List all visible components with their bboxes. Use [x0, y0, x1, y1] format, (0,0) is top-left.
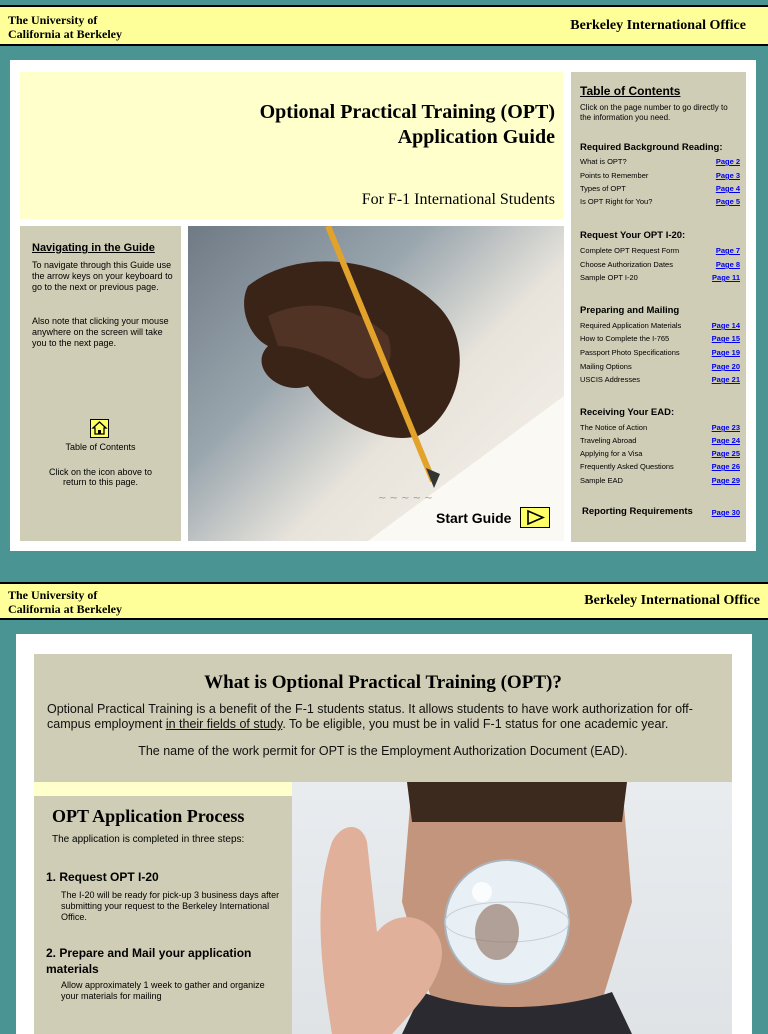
- university-name: [8, 13, 122, 41]
- start-guide-button[interactable]: [520, 507, 550, 528]
- toc-item[interactable]: [580, 321, 740, 333]
- toc-item-label: Sample OPT I-20: [580, 273, 638, 282]
- toc-page-link[interactable]: Page 20: [711, 362, 740, 371]
- toc-page-link[interactable]: Page 29: [711, 476, 740, 485]
- slide-2-title: What is Optional Practical Training (OPT)?: [204, 672, 562, 693]
- toc-section-title: Request Your OPT I-20:: [580, 230, 686, 241]
- toc-page-link[interactable]: Page 30: [711, 508, 740, 517]
- toc-item[interactable]: [580, 197, 740, 209]
- toc-item[interactable]: [580, 334, 740, 346]
- toc-item-reporting[interactable]: [582, 506, 740, 518]
- toc-item[interactable]: [580, 184, 740, 196]
- svg-text:~ ~ ~ ~ ~: ~ ~ ~ ~ ~: [378, 493, 433, 504]
- toc-page-link[interactable]: Page 21: [711, 375, 740, 384]
- globe-man-illustration: [292, 782, 732, 1034]
- header-bar-1: [0, 5, 768, 46]
- writing-hand-illustration: [188, 226, 564, 541]
- toc-page-link[interactable]: Page 25: [711, 449, 740, 458]
- toc-page-link[interactable]: Page 8: [715, 260, 740, 269]
- toc-item-label: Is OPT Right for You?: [580, 197, 653, 206]
- toc-link-label: Table of Contents: [65, 442, 136, 452]
- play-arrow-icon: [521, 508, 549, 527]
- toc-page-link[interactable]: Page 19: [711, 348, 740, 357]
- home-icon-glyph: [91, 420, 108, 437]
- ead-note: The name of the work permit for OPT is the Employment Authorization Document (EAD).: [138, 744, 628, 758]
- toc-item[interactable]: [580, 476, 740, 488]
- toc-page-link[interactable]: Page 15: [711, 334, 740, 343]
- start-guide-label: Start Guide: [436, 510, 512, 526]
- step-2-title: 2. Prepare and Mail your application materials: [46, 946, 252, 976]
- toc-item[interactable]: [580, 462, 740, 474]
- slide-2[interactable]: [16, 634, 752, 1034]
- toc-item[interactable]: [580, 362, 740, 374]
- office-name: Berkeley International Office: [584, 593, 760, 608]
- toc-page-link[interactable]: Page 5: [715, 197, 740, 206]
- toc-item[interactable]: [580, 171, 740, 183]
- process-intro: The application is completed in three steps:: [52, 834, 245, 845]
- guide-title-line1: Optional Practical Training (OPT): [259, 101, 555, 123]
- guide-subtitle: For F-1 International Students: [361, 191, 555, 208]
- nav-text-1: To navigate through this Guide use the arrow keys on your keyboard to go to the next or previous page.: [32, 260, 173, 292]
- toc-page-link[interactable]: Page 2: [715, 157, 740, 166]
- toc-page-link[interactable]: Page 14: [711, 321, 740, 330]
- university-line2: California at Berkeley: [8, 27, 122, 41]
- nav-text-2: Also note that clicking your mouse anywhere on the screen will take you to the next page.: [32, 316, 169, 348]
- guide-title: [260, 100, 555, 150]
- opt-intro-panel: [34, 654, 732, 782]
- toc-item-label: USCIS Addresses: [580, 375, 641, 384]
- toc-item-label: Sample EAD: [580, 476, 623, 485]
- toc-item-label: Passport Photo Specifications: [580, 348, 680, 357]
- toc-item[interactable]: [580, 157, 740, 169]
- header-bar-2: [0, 582, 768, 620]
- university-line1: The University of: [8, 13, 98, 27]
- process-panel: [34, 782, 292, 1034]
- toc-item[interactable]: [580, 449, 740, 461]
- toc-page-link[interactable]: Page 26: [711, 462, 740, 471]
- toc-item[interactable]: [580, 348, 740, 360]
- toc-item-label: Required Application Materials: [580, 321, 682, 330]
- writing-hand-photo: [188, 226, 564, 541]
- title-panel: [20, 72, 563, 219]
- opt-definition: [47, 702, 723, 732]
- toc-item-label: Points to Remember: [580, 171, 649, 180]
- toc-item-label: Reporting Requirements: [582, 506, 693, 517]
- toc-page-link[interactable]: Page 4: [715, 184, 740, 193]
- opt-definition-text: Optional Practical Training is a benefit of the F-1 students status. It allows students to have work authorization for off-campus employment: [47, 702, 693, 731]
- toc-item[interactable]: [580, 436, 740, 448]
- toc-item-label: Applying for a Visa: [580, 449, 643, 458]
- step-2-text: Allow approximately 1 week to gather and organize your materials for mailing: [61, 980, 265, 1001]
- fields-of-study-text: in their fields of study: [165, 717, 283, 731]
- nav-heading: Navigating in the Guide: [32, 242, 155, 254]
- slide-1[interactable]: [10, 60, 756, 551]
- toc-intro: Click on the page number to go directly to the information you need.: [580, 103, 728, 122]
- process-accent-bar: [34, 782, 292, 796]
- toc-item[interactable]: [580, 375, 740, 387]
- toc-item-label: How to Complete the I-765: [580, 334, 670, 343]
- toc-item-label: Complete OPT Request Form: [580, 246, 680, 255]
- university-line1: The University of: [8, 588, 98, 602]
- toc-item-label: The Notice of Action: [580, 423, 648, 432]
- toc-link-note: Click on the icon above to return to this page.: [48, 467, 153, 487]
- toc-item[interactable]: [580, 423, 740, 435]
- toc-panel: [571, 72, 746, 542]
- office-name: Berkeley International Office: [570, 18, 746, 33]
- step-1-text: The I-20 will be ready for pick-up 3 business days after submitting your request to the Berkeley International Office.: [61, 890, 280, 922]
- toc-item-label: Traveling Abroad: [580, 436, 637, 445]
- toc-heading: Table of Contents: [580, 84, 681, 98]
- step-1-title: 1. Request OPT I-20: [46, 870, 159, 884]
- toc-section-title: Receiving Your EAD:: [580, 407, 675, 418]
- university-line2: California at Berkeley: [8, 602, 122, 616]
- toc-section-title: Preparing and Mailing: [580, 305, 680, 316]
- toc-item[interactable]: [580, 246, 740, 258]
- toc-page-link[interactable]: Page 23: [711, 423, 740, 432]
- toc-section-title: Required Background Reading:: [580, 142, 723, 153]
- toc-item-label: What is OPT?: [580, 157, 627, 166]
- guide-title-line2: Application Guide: [397, 126, 555, 148]
- home-icon[interactable]: [90, 419, 109, 438]
- toc-page-link[interactable]: Page 24: [711, 436, 740, 445]
- toc-item-label: Frequently Asked Questions: [580, 462, 674, 471]
- toc-item-label: Choose Authorization Dates: [580, 260, 673, 269]
- process-heading: OPT Application Process: [52, 806, 245, 826]
- toc-item-label: Types of OPT: [580, 184, 626, 193]
- university-name: [8, 588, 122, 616]
- globe-man-photo: [292, 782, 732, 1034]
- toc-page-link[interactable]: Page 11: [712, 273, 740, 282]
- toc-item-label: Mailing Options: [580, 362, 632, 371]
- opt-eligibility-text: . To be eligible, you must be in valid F-1 status for one academic year.: [282, 717, 669, 731]
- toc-page-link[interactable]: Page 3: [715, 171, 740, 180]
- toc-item[interactable]: [580, 273, 740, 285]
- toc-page-link[interactable]: Page 7: [715, 246, 740, 255]
- toc-item[interactable]: [580, 260, 740, 272]
- navigation-panel: [20, 226, 181, 541]
